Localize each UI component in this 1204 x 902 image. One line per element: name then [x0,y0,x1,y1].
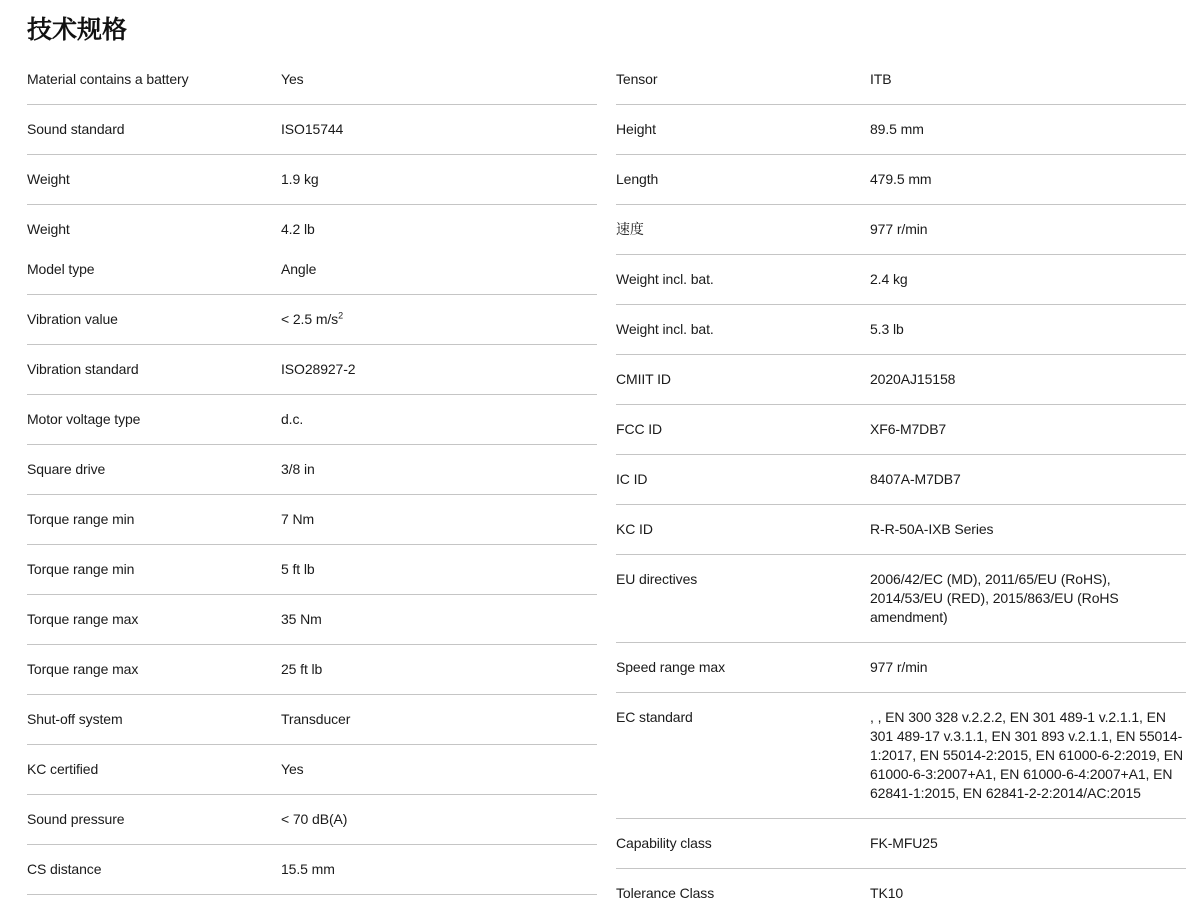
spec-value: XF6-M7DB7 [870,421,947,437]
spec-row [27,395,597,445]
spec-row [616,405,1186,455]
spec-value: d.c. [281,411,304,427]
spec-label: Sound pressure [27,811,125,827]
spec-value: 3/8 in [281,461,315,477]
spec-label: Torque range min [27,511,135,527]
spec-value: TK10 [870,885,904,901]
spec-row [616,355,1186,405]
spec-column-right [616,55,1186,902]
spec-value: 977 r/min [870,659,928,675]
spec-row [27,155,597,205]
spec-row [27,745,597,795]
spec-label: CS distance [27,861,102,877]
spec-label: Torque range max [27,611,139,627]
spec-label: EU directives [616,571,698,587]
spec-value: ISO28927-2 [281,361,356,377]
spec-row [616,505,1186,555]
spec-label: CMIIT ID [616,371,671,387]
spec-value: , , EN 300 328 v.2.2.2, EN 301 489-1 v.2.1.1, EN 301 489-17 v.3.1.1, EN 301 893 v.2.1.1, EN 55014-1:2017, EN 55014-2:2015, EN 61000-6-2:2019, EN 61000-6-3:2007+A1, EN 61000-6-4:2007+A1, EN 62841-1:2015, EN 62841-2-2:2014/AC:2015 [870,709,1183,801]
spec-value: FK-MFU25 [870,835,938,851]
spec-value: < 2.5 $m/s^2$ [281,310,343,327]
spec-value: Yes [281,71,304,87]
spec-label: KC ID [616,521,653,537]
spec-label: EC standard [616,709,693,725]
spec-label: Square drive [27,461,106,477]
spec-row [27,545,597,595]
spec-label: IC ID [616,471,648,487]
spec-value: 8407A-M7DB7 [870,471,961,487]
spec-row [27,445,597,495]
page-title: 技术规格 [27,16,128,44]
spec-value: R-R-50A-IXB Series [870,521,994,537]
spec-row [27,595,597,645]
spec-value: Yes [281,761,304,777]
spec-value: Transducer [281,711,351,727]
spec-label: Length [616,171,659,187]
spec-label: Model type [27,261,95,277]
spec-value: 7 Nm [281,511,315,527]
spec-row [616,55,1186,105]
spec-row [27,845,597,895]
spec-label: FCC ID [616,421,663,437]
spec-row [616,555,1186,643]
spec-label: Weight incl. bat. [616,321,714,337]
spec-row [616,819,1186,869]
spec-row [27,695,597,745]
spec-label: 速度 [616,221,644,237]
spec-value: 4.2 lb [281,221,315,237]
spec-value: 35 Nm [281,611,322,627]
spec-value: 89.5 mm [870,121,924,137]
spec-value: 15.5 mm [281,861,335,877]
spec-label: Weight incl. bat. [616,271,714,287]
spec-row [27,105,597,155]
spec-row [27,645,597,695]
spec-value: ISO15744 [281,121,344,137]
spec-value: 5 ft lb [281,561,315,577]
spec-value: 2.4 kg [870,271,908,287]
spec-row [27,495,597,545]
spec-value: < 70 dB(A) [281,811,348,827]
spec-label: Material contains a battery [27,71,189,87]
spec-row [616,205,1186,255]
spec-table [27,55,1186,902]
spec-row [616,455,1186,505]
spec-label: Height [616,121,656,137]
spec-row [27,55,597,105]
spec-label: Sound standard [27,121,125,137]
spec-label: Torque range min [27,561,135,577]
spec-row [27,795,597,845]
spec-value: 25 ft lb [281,661,323,677]
spec-row [616,105,1186,155]
spec-label: KC certified [27,761,99,777]
spec-row [616,155,1186,205]
spec-label: Weight [27,171,70,187]
spec-value: 2006/42/EC (MD), 2011/65/EU (RoHS), 2014/53/EU (RED), 2015/863/EU (RoHS amendment) [870,571,1119,625]
spec-label: Vibration value [27,311,118,327]
spec-label: Capability class [616,835,712,851]
spec-label: Motor voltage type [27,411,141,427]
spec-row [27,345,597,395]
spec-row [27,250,597,295]
spec-label: Weight [27,221,70,237]
spec-column-left [27,55,597,895]
spec-value: 2020AJ15158 [870,371,956,387]
spec-label: Shut-off system [27,711,123,727]
spec-label: Tensor [616,71,658,87]
spec-value: 1.9 kg [281,171,319,187]
spec-label: Speed range max [616,659,726,675]
spec-value: 5.3 lb [870,321,904,337]
spec-value: 479.5 mm [870,171,932,187]
spec-label: Vibration standard [27,361,139,377]
spec-row [616,305,1186,355]
spec-row [616,693,1186,819]
spec-row [27,295,597,345]
spec-value: ITB [870,71,892,87]
spec-row [616,255,1186,305]
spec-label: Torque range max [27,661,139,677]
spec-row [27,205,597,250]
spec-row [616,869,1186,902]
spec-label: Tolerance Class [616,885,715,901]
spec-row [616,643,1186,693]
spec-value: Angle [281,261,317,277]
spec-value: 977 r/min [870,221,928,237]
